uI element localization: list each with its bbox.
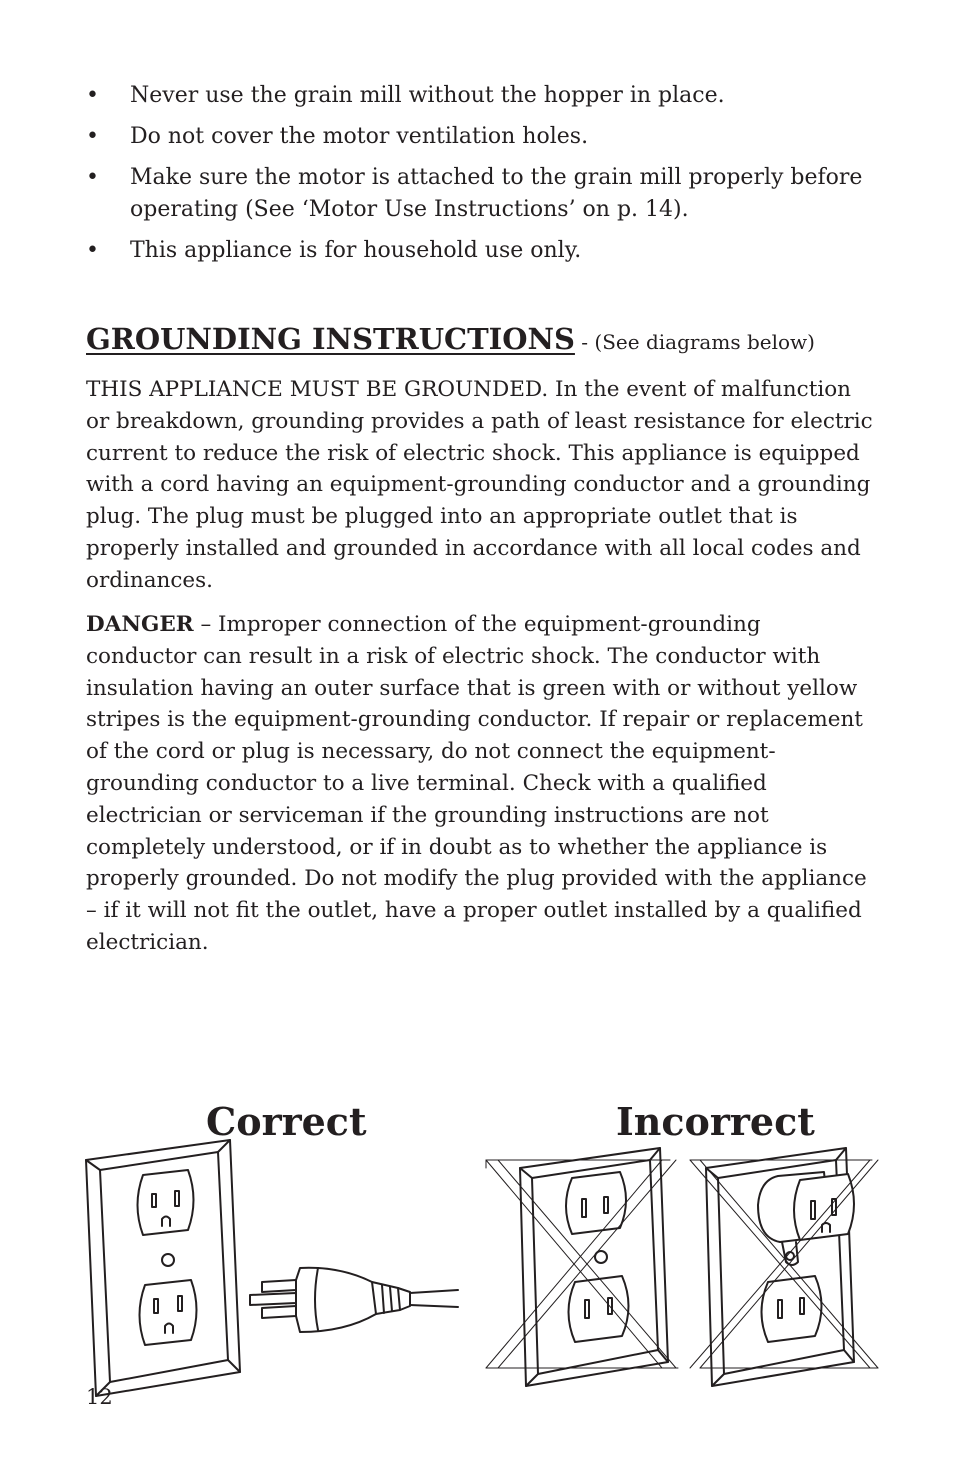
- incorrect-outlet-adapter: [690, 1148, 878, 1386]
- danger-text: – Improper connection of the equipment-grounding conductor can result in a risk of electric shock. The conductor with insulation having an outer surface that is green with or without yellow stripes is the equipment-grounding conductor. If repair or replacement of the cord or plug is necessary, do not connect the equipment-grounding conductor to a live terminal. Check with a qualified electrician or serviceman if the grounding instructions are not completely understood, or if in doubt as to whether the appliance is properly grounded. Do not modify the plug provided with the appliance – if it will not fit the outlet, have a proper outlet installed by a qualified electrician.: [86, 612, 867, 955]
- page-number: 12: [86, 1385, 113, 1409]
- danger-label: DANGER: [86, 612, 194, 637]
- incorrect-label: Incorrect: [616, 1099, 815, 1144]
- correct-label: Correct: [206, 1099, 367, 1144]
- bullet-item-ventilation: • Do not cover the motor ventilation holes.: [86, 121, 866, 153]
- bullet-dot: •: [86, 83, 99, 108]
- bullet-item-household: • This appliance is for household use only.: [86, 235, 866, 267]
- section-subtitle: - (See diagrams below): [574, 330, 815, 354]
- grounded-plug-icon: [250, 1268, 458, 1332]
- bullet-item-hopper: • Never use the grain mill without the hopper in place.: [86, 80, 866, 112]
- grounding-paragraph: THIS APPLIANCE MUST BE GROUNDED. In the event of malfunction or breakdown, grounding provides a path of least resistance for electric current to reduce the risk of electric shock. This appliance is equipped with a cord having an equipment-grounding conductor and a grounding plug. The plug must be plugged into an appropriate outlet that is properly installed and grounded in accordance with all local codes and ordinances.: [86, 377, 873, 593]
- bullet-item-motor-attach: • Make sure the motor is attached to the grain mill properly before operating (See ‘Motor Use Instructions’ on p. 14).: [86, 162, 866, 226]
- bullet-dot: •: [86, 165, 99, 190]
- bullet-dot: •: [86, 238, 99, 263]
- incorrect-outlet-two-slot: [486, 1148, 678, 1386]
- bullet-dot: •: [86, 124, 99, 149]
- section-title: GROUNDING INSTRUCTIONS: [86, 322, 575, 356]
- correct-outlet-plate: [86, 1140, 240, 1396]
